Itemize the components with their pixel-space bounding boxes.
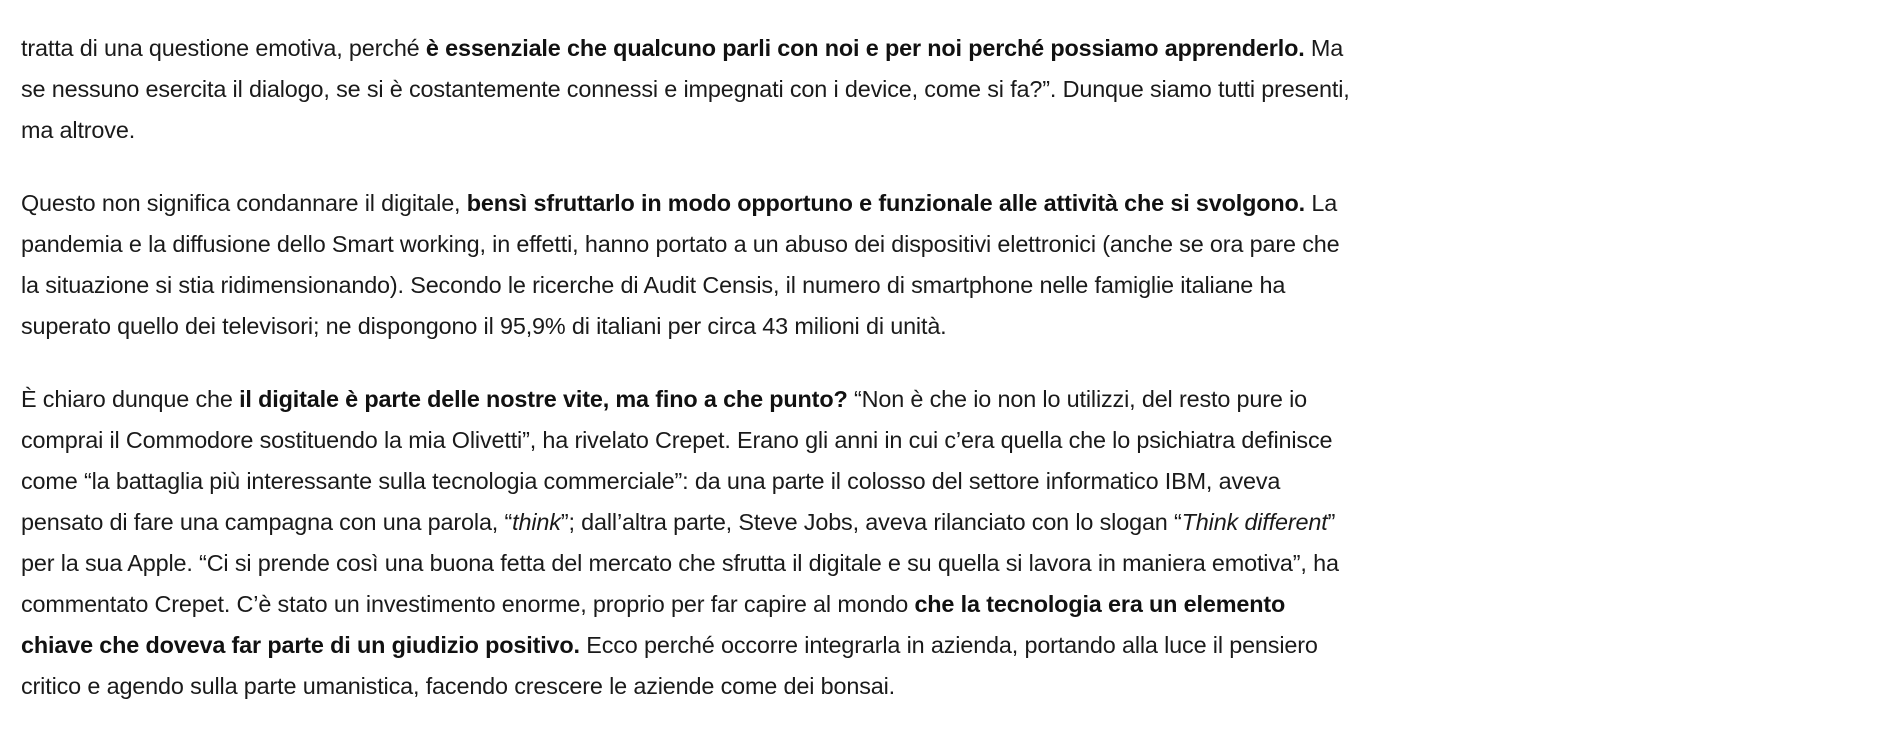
bold-text-segment: è essenziale che qualcuno parli con noi e per noi perché possiamo apprenderlo. [425, 35, 1305, 61]
text-segment: tratta di una questione emotiva, perché [21, 35, 426, 61]
paragraph-2 [21, 183, 1361, 347]
paragraph-3 [21, 379, 1361, 707]
text-segment: Ecco perché occorre integrarla in azienda, portando alla luce il pensiero critico e agendo sulla parte umanistica, facendo crescere le aziende come dei bonsai. [21, 632, 1318, 699]
bold-text-segment: bensì sfruttarlo in modo opportuno e funzionale alle attività che si svolgono. [466, 190, 1305, 216]
text-segment: È chiaro dunque che [21, 386, 240, 412]
article-body [21, 28, 1361, 739]
text-segment: Questo non significa condannare il digitale, [21, 190, 467, 216]
bold-text-segment: il digitale è parte delle nostre vite, ma fino a che punto? [239, 386, 848, 412]
text-segment: La pandemia e la diffusione dello Smart working, in effetti, hanno portato a un abuso dei dispositivi elettronici (anche se ora pare che la situazione si stia ridimensionando). Secondo le ricerche di Audit Censis, il numero di smartphone nelle famiglie italiane ha superato quello dei televisori; ne dispongono il 95,9% di italiani per circa 43 milioni di unità. [21, 190, 1340, 339]
italic-text-segment: think [512, 509, 561, 535]
text-segment: ” per la sua Apple. “Ci si prende così una buona fetta del mercato che sfrutta il digitale e su quella si lavora in maniera emotiva”, ha commentato Crepet. C’è stato un investimento enorme, proprio per far capire al mondo [21, 509, 1339, 617]
text-segment: Ma se nessuno esercita il dialogo, se si è costantemente connessi e impegnati con i device, come si fa?”. Dunque siamo tutti presenti, ma altrove. [21, 35, 1350, 143]
paragraph-1 [21, 28, 1361, 151]
bold-text-segment: che la tecnologia era un elemento chiave che doveva far parte di un giudizio positivo. [21, 591, 1286, 658]
text-segment: ”; dall’altra parte, Steve Jobs, aveva rilanciato con lo slogan “ [560, 509, 1182, 535]
italic-text-segment: Think different [1181, 509, 1328, 535]
text-segment: “Non è che io non lo utilizzi, del resto pure io comprai il Commodore sostituendo la mia Olivetti”, ha rivelato Crepet. Erano gli anni in cui c’era quella che lo psichiatra definisce come “la battaglia più interessante sulla tecnologia commerciale”: da una parte il colosso del settore informatico IBM, aveva pensato di fare una campagna con una parola, “ [21, 386, 1333, 535]
